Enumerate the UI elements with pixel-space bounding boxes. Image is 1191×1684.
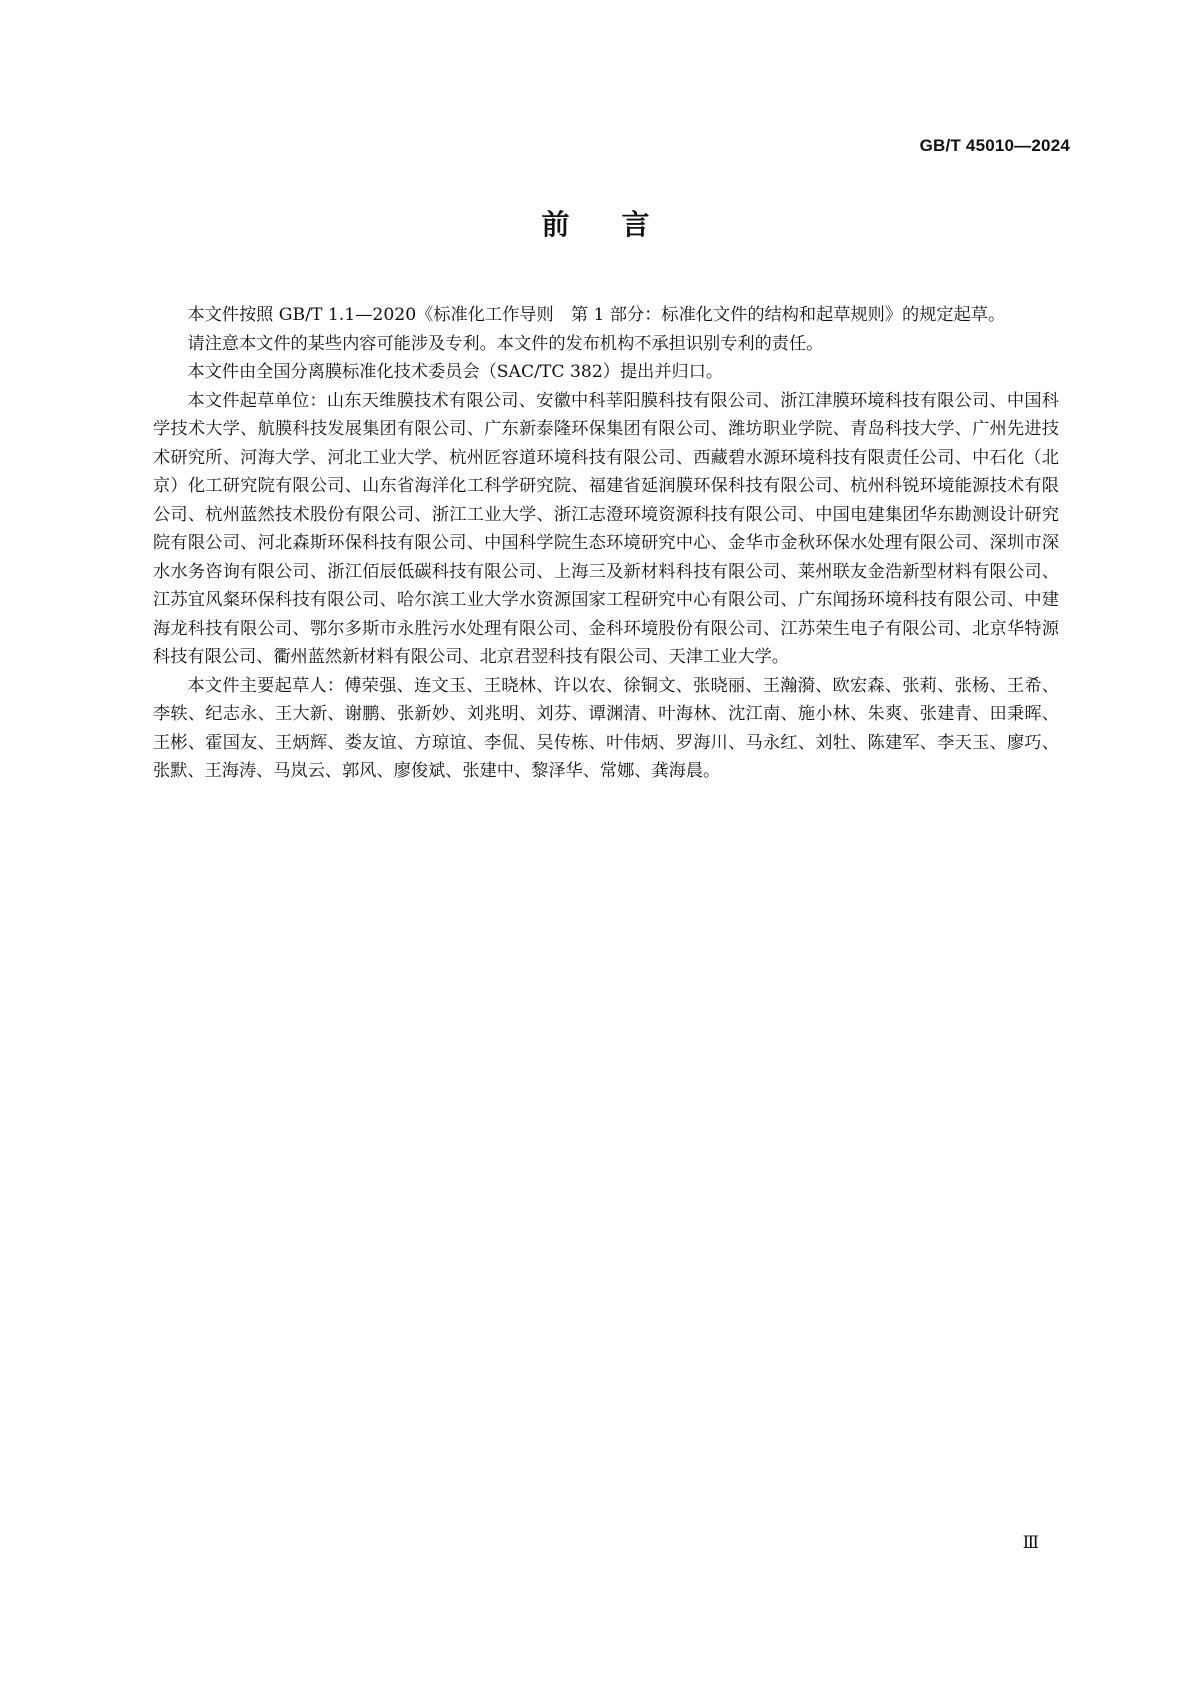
standard-code: GB/T 45010—2024 xyxy=(919,136,1070,155)
preface-body xyxy=(153,301,1059,786)
patent-notice-paragraph: 请注意本文件的某些内容可能涉及专利。本文件的发布机构不承担识别专利的责任。 xyxy=(187,333,824,354)
drafting-units-paragraph: 本文件起草单位：山东天维膜技术有限公司、安徽中科莘阳膜科技有限公司、浙江津膜环境科技有限公司、中国科学技术大学、航膜科技发展集团有限公司、广东新泰隆环保集团有限公司、潍坊职业学院、青岛科技大学、广州先进技术研究所、河海大学、河北工业大学、杭州匠容道环境科技有限公司、西藏碧水源环境科技有限责任公司、中石化（北京）化工研究院有限公司、山东省海洋化工科学研究院、福建省延润膜环保科技有限公司、杭州科锐环境能源技术有限公司、杭州蓝然技术股份有限公司、浙江工业大学、浙江志澄环境资源科技有限公司、中国电建集团华东勘测设计研究院有限公司、河北森斯环保科技有限公司、中国科学院生态环境研究中心、金华市金秋环保水处理有限公司、深圳市深水水务咨询有限公司、浙江佰辰低碳科技有限公司、上海三及新材料科技有限公司、莱州联友金浩新型材料有限公司、江苏宜风粲环保科技有限公司、哈尔滨工业大学水资源国家工程研究中心有限公司、广东闻扬环境科技有限公司、中建海龙科技有限公司、鄂尔多斯市永胜污水处理有限公司、金科环境股份有限公司、江苏荣生电子有限公司、北京华特源科技有限公司、衢州蓝然新材料有限公司、北京君翌科技有限公司、天津工业大学。 xyxy=(153,390,1059,667)
page-title: 前言 xyxy=(541,208,702,241)
main-drafters-paragraph: 本文件主要起草人：傅荣强、连文玉、王晓林、许以农、徐铜文、张晓丽、王瀚漪、欧宏森、张莉、张杨、王希、李轶、纪志永、王大新、谢鹏、张新妙、刘兆明、刘芬、谭渊清、叶海林、沈江南、施小林、朱爽、张建青、田秉晖、王彬、霍国友、王炳辉、娄友谊、方琼谊、李侃、吴传栋、叶伟炳、罗海川、马永红、刘牡、陈建军、李天玉、廖巧、张默、王海涛、马岚云、郭风、廖俊斌、张建中、黎泽华、常娜、龚海晨。 xyxy=(153,675,1059,781)
drafting-rules-paragraph: 本文件按照 GB/T 1.1—2020《标准化工作导则 第 1 部分：标准化文件的结构和起草规则》的规定起草。 xyxy=(187,305,1006,325)
page-number: Ⅲ xyxy=(1022,1533,1039,1552)
proposer-paragraph: 本文件由全国分离膜标准化技术委员会（SAC/TC 382）提出并归口。 xyxy=(187,362,724,382)
